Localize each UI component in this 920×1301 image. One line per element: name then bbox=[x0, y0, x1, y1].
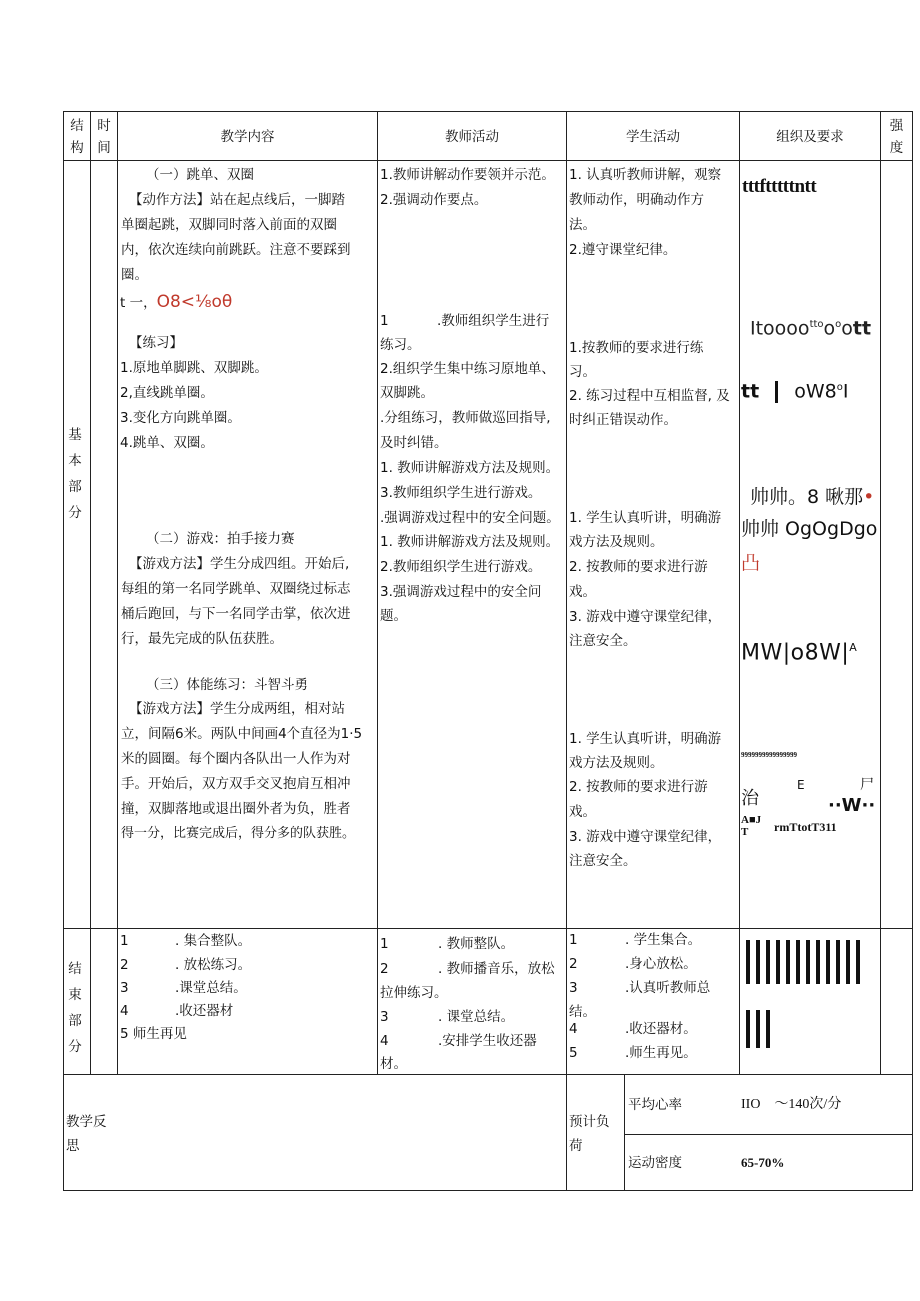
formation-glyphs-10c: rmTtotT311 bbox=[774, 820, 837, 834]
teacher-line: .教师组织学生进行 bbox=[437, 313, 550, 329]
student-line: 2. 练习过程中互相监督, 及 bbox=[569, 388, 730, 404]
label-char: 基 bbox=[68, 427, 82, 443]
ending-text: . 教师播音乐，放松 bbox=[438, 961, 555, 977]
teacher-line: 练习。 bbox=[380, 337, 421, 353]
ending-formation-bars-top bbox=[746, 940, 866, 984]
ending-text: . 放松练习。 bbox=[175, 957, 252, 973]
header-time: 时间 bbox=[97, 118, 111, 156]
content-line: （二）游戏：拍手接力赛 bbox=[146, 531, 295, 547]
formation-glyphs-3 bbox=[741, 376, 849, 404]
label-char: 分 bbox=[68, 505, 82, 521]
header-organization: 组织及要求 bbox=[776, 129, 844, 145]
teacher-line: 1. 教师讲解游戏方法及规则。 bbox=[380, 534, 560, 550]
load-label: 预计负 bbox=[569, 1114, 610, 1130]
ending-text: . 教师整队。 bbox=[438, 936, 515, 952]
content-line: 桶后跑回，与下一名同学击掌，依次进 bbox=[121, 606, 351, 622]
header-teacher: 教师活动 bbox=[445, 129, 499, 145]
formation-glyphs-9a: 治 bbox=[741, 788, 759, 809]
ending-text: . 课堂总结。 bbox=[438, 1009, 515, 1025]
ending-text: . 集合整队。 bbox=[175, 933, 252, 949]
formation-glyphs-2 bbox=[750, 313, 871, 341]
header-content: 教学内容 bbox=[220, 129, 275, 145]
ending-num: 1 bbox=[380, 936, 389, 952]
glyph: • bbox=[863, 486, 875, 508]
glyph: Itoooo bbox=[750, 317, 810, 340]
ending-text: .收还器材 bbox=[175, 1003, 234, 1019]
teacher-line: 3.强调游戏过程中的安全问 bbox=[380, 584, 542, 600]
content-line: 米的圆圈。每个圈内各队出一人作为对 bbox=[121, 751, 351, 767]
formation-glyphs-4 bbox=[750, 485, 874, 510]
ending-num: 4 bbox=[569, 1021, 578, 1037]
ending-text: .课堂总结。 bbox=[175, 980, 247, 996]
content-line: 1.原地单脚跳、双脚跳。 bbox=[120, 360, 268, 376]
glyph: A bbox=[849, 641, 858, 654]
ending-num: 1 bbox=[569, 932, 578, 948]
ending-num: 4 bbox=[380, 1033, 389, 1049]
ending-num: 5 bbox=[569, 1045, 578, 1061]
content-line: 4.跳单、双圈。 bbox=[120, 435, 214, 451]
content-line: 【游戏方法】学生分成两组，相对站 bbox=[129, 701, 345, 717]
content-line: 每组的第一名同学跳单、双圈绕过标志 bbox=[121, 581, 351, 597]
student-line: 戏方法及规则。 bbox=[569, 755, 664, 771]
label-char: 本 bbox=[68, 453, 82, 469]
ending-text: .收还器材。 bbox=[625, 1021, 697, 1037]
ending-text: 拉伸练习。 bbox=[380, 985, 448, 1001]
glyph: I bbox=[842, 380, 849, 403]
content-line: 【动作方法】站在起点线后，一脚踏 bbox=[129, 192, 345, 208]
student-line: 戏。 bbox=[569, 584, 596, 600]
content-line: （三）体能练习：斗智斗勇 bbox=[146, 677, 308, 693]
bar-mark bbox=[775, 381, 778, 403]
load-label: 荷 bbox=[569, 1138, 583, 1154]
formation-glyphs-9d: ··W·· bbox=[828, 795, 876, 816]
ending-num: 2 bbox=[569, 956, 578, 972]
header-intensity: 强度 bbox=[889, 118, 904, 156]
density-label: 运动密度 bbox=[628, 1155, 682, 1171]
formation-glyphs-6: 凸 bbox=[741, 552, 761, 574]
student-line: 时纠正错误动作。 bbox=[569, 412, 677, 428]
glyph: o bbox=[841, 317, 853, 340]
ending-num: 3 bbox=[380, 1009, 389, 1025]
content-line: 圈。 bbox=[121, 267, 148, 283]
label-char: 部 bbox=[68, 479, 82, 495]
ending-num: 2 bbox=[120, 957, 129, 973]
teacher-line: 1. 教师讲解游戏方法及规则。 bbox=[380, 460, 560, 476]
content-line: 得一分，比赛完成后，得分多的队获胜。 bbox=[121, 826, 356, 841]
ending-num: 3 bbox=[569, 980, 578, 996]
teacher-line: .强调游戏过程中的安全问题。 bbox=[380, 510, 560, 526]
label-char: 部 bbox=[68, 1013, 82, 1029]
student-line: 3. 游戏中遵守课堂纪律， bbox=[569, 829, 722, 845]
teacher-line: 及时纠错。 bbox=[380, 435, 448, 451]
formation-glyphs-9b: E bbox=[797, 778, 805, 792]
ending-text: 材。 bbox=[380, 1056, 407, 1072]
content-line: （一）跳单、双圈 bbox=[146, 167, 254, 183]
garbled-red: O8<⅛oθ bbox=[156, 292, 233, 312]
ending-text: .师生再见。 bbox=[625, 1045, 697, 1061]
teacher-line: 1 bbox=[380, 313, 389, 329]
content-line: 2,直线跳单圈。 bbox=[120, 385, 214, 401]
formation-glyphs-1: tttftttttntt bbox=[742, 176, 817, 197]
student-line: 3. 游戏中遵守课堂纪律， bbox=[569, 609, 722, 625]
glyph: tt bbox=[852, 317, 872, 340]
ending-num: 5 师生再见 bbox=[120, 1026, 187, 1042]
student-line: 2. 按教师的要求进行游 bbox=[569, 779, 708, 795]
ending-num: 2 bbox=[380, 961, 389, 977]
student-line: 注意安全。 bbox=[569, 853, 637, 869]
content-line: 【练习】 bbox=[129, 335, 183, 351]
reflection-label: 教学反 bbox=[66, 1114, 107, 1130]
label-char: 结 bbox=[68, 961, 82, 977]
student-line: 1. 认真听教师讲解，观察 bbox=[569, 167, 722, 183]
formation-glyphs-10a: A■J bbox=[741, 814, 762, 826]
content-line: 行，最先完成的队伍获胜。 bbox=[121, 631, 283, 647]
student-line: 习。 bbox=[569, 364, 596, 380]
formation-glyphs-5: 帅帅 OgOgDgo bbox=[741, 518, 878, 540]
heart-rate-value: IIO ～140次/分 bbox=[741, 1097, 842, 1112]
ending-num: 3 bbox=[120, 980, 129, 996]
garbled-line bbox=[120, 290, 232, 316]
formation-glyphs-9c: 尸 bbox=[860, 777, 874, 793]
student-line: 教师动作，明确动作方 bbox=[569, 192, 704, 208]
ending-num: 4 bbox=[120, 1003, 129, 1019]
teacher-line: 题。 bbox=[380, 608, 407, 624]
content-line: 撞，双脚落地或退出圈外者为负，胜者 bbox=[121, 801, 351, 817]
student-line: 注意安全。 bbox=[569, 633, 637, 649]
student-line: 1. 学生认真听讲，明确游 bbox=[569, 510, 722, 526]
formation-glyphs-8: 9999999999999999 bbox=[741, 751, 797, 759]
ending-num: 1 bbox=[120, 933, 129, 949]
ending-text: 结。 bbox=[569, 1004, 596, 1020]
header-student: 学生活动 bbox=[626, 129, 680, 145]
density-value: 65-70% bbox=[741, 1155, 785, 1170]
student-line: 法。 bbox=[569, 217, 596, 233]
teacher-line: 1.教师讲解动作要领并示范。 bbox=[380, 167, 555, 183]
ending-text: .身心放松。 bbox=[625, 956, 697, 972]
student-line: 1.按教师的要求进行练 bbox=[569, 340, 704, 356]
teacher-line: 双脚跳。 bbox=[380, 385, 434, 401]
teacher-line: 2.强调动作要点。 bbox=[380, 192, 488, 208]
content-line: 手。开始后，双方双手交叉抱肩互相冲 bbox=[121, 776, 351, 792]
label-char: 束 bbox=[68, 987, 82, 1003]
formation-glyphs-7 bbox=[741, 636, 857, 666]
student-line: 2. 按教师的要求进行游 bbox=[569, 559, 708, 575]
label-char: 分 bbox=[68, 1039, 82, 1055]
student-line: 1. 学生认真听讲，明确游 bbox=[569, 731, 722, 747]
reflection-label: 思 bbox=[66, 1138, 80, 1154]
formation-glyphs-10b: T bbox=[741, 826, 749, 838]
glyph: oW8 bbox=[794, 380, 837, 403]
glyph: tto bbox=[809, 319, 824, 330]
ending-text: .安排学生收还器 bbox=[438, 1033, 537, 1049]
teacher-line: 2.组织学生集中练习原地单、 bbox=[380, 361, 555, 377]
student-line: 戏方法及规则。 bbox=[569, 534, 664, 550]
teacher-line: 3.教师组织学生进行游戏。 bbox=[380, 485, 542, 501]
content-line: 内，依次连续向前跳跃。注意不要踩到 bbox=[121, 242, 351, 258]
ending-formation-bars-bottom bbox=[746, 1010, 776, 1048]
glyph: tt bbox=[741, 380, 760, 403]
content-line: 立，间隔6米。两队中间画4个直径为1·5 bbox=[121, 726, 363, 742]
student-line: 戏。 bbox=[569, 804, 596, 820]
glyph: 帅帅。8 啾那 bbox=[750, 486, 864, 508]
content-line: 3.变化方向跳单圈。 bbox=[120, 410, 241, 426]
teacher-line: .分组练习，教师做巡回指导, bbox=[380, 410, 551, 426]
glyph: o bbox=[835, 319, 842, 330]
teacher-line: 2.教师组织学生进行游戏。 bbox=[380, 559, 542, 575]
content-line: 【游戏方法】学生分成四组。开始后, bbox=[129, 556, 350, 572]
heart-rate-label: 平均心率 bbox=[628, 1097, 682, 1113]
content-line: 单圈起跳，双脚同时落入前面的双圈 bbox=[121, 217, 337, 233]
student-line: 2.遵守课堂纪律。 bbox=[569, 242, 677, 258]
glyph: o bbox=[836, 382, 843, 393]
garbled-prefix: t 一， bbox=[120, 295, 157, 311]
glyph: MW|o8W| bbox=[741, 640, 850, 666]
ending-text: . 学生集合。 bbox=[625, 932, 702, 948]
ending-text: .认真听教师总 bbox=[625, 980, 711, 996]
header-structure: 结构 bbox=[70, 118, 84, 156]
glyph: o bbox=[823, 317, 836, 340]
